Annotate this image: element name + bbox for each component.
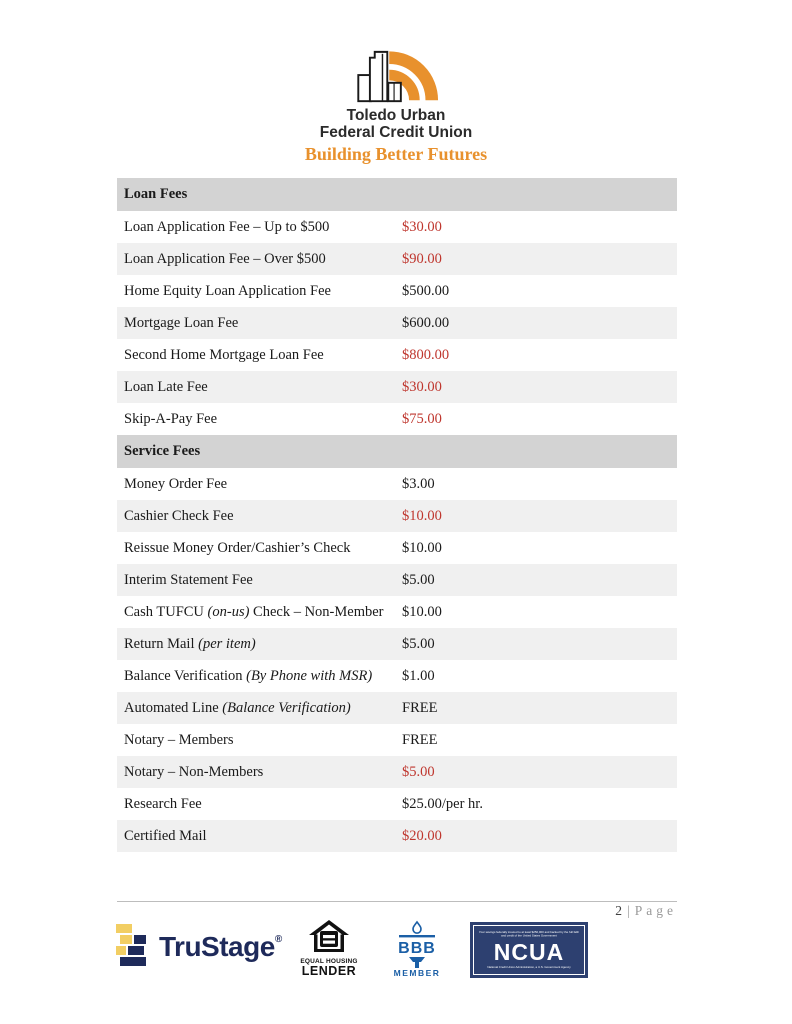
footer-logos-row <box>0 918 792 990</box>
fee-value: FREE <box>402 699 438 716</box>
fee-label-text: Notary – Members <box>124 731 234 748</box>
fee-label-text: Cash TUFCU <box>124 603 208 620</box>
logo-name-line1: Toledo Urban <box>346 107 446 124</box>
fee-label <box>124 411 217 428</box>
fee-label-text: Interim Statement Fee <box>124 571 253 588</box>
footer-divider <box>117 901 677 902</box>
ncua-acronym: NCUA <box>493 939 565 966</box>
fee-table <box>117 178 677 852</box>
fee-value: $10.00 <box>402 603 442 620</box>
fee-row <box>117 564 677 596</box>
ncua-insurance-text: Your savings federally insured to at least $250,000 and backed by the full faith and credit of the United States Government <box>478 930 580 938</box>
fee-value: $75.00 <box>402 410 442 427</box>
logo-tagline: Building Better Futures <box>304 144 488 165</box>
fee-row <box>117 820 677 852</box>
fee-label <box>124 668 372 685</box>
fee-value: $5.00 <box>402 635 435 652</box>
trustage-word-text: TruStage <box>159 931 275 962</box>
equal-housing-house-icon <box>309 920 349 952</box>
fee-label <box>124 315 238 332</box>
page-number-value: 2 <box>615 903 623 918</box>
fee-label <box>124 796 202 813</box>
fee-value: $1.00 <box>402 667 435 684</box>
fee-label <box>124 636 256 653</box>
fee-value: $600.00 <box>402 314 450 331</box>
section-header: Service Fees <box>117 435 677 468</box>
registered-mark: ® <box>274 934 282 945</box>
fee-row <box>117 788 677 820</box>
fee-value: $10.00 <box>402 507 442 524</box>
fee-label <box>124 604 384 621</box>
fee-value: $30.00 <box>402 218 442 235</box>
fee-label <box>124 540 350 557</box>
fee-value: $20.00 <box>402 827 442 844</box>
ncua-inner-panel <box>473 925 585 975</box>
fee-row <box>117 339 677 371</box>
fee-label <box>124 379 208 396</box>
bbb-torch-icon <box>391 920 443 978</box>
fee-label-text: Reissue Money Order/Cashier’s Check <box>124 539 351 556</box>
trustage-logo <box>112 924 282 970</box>
trustage-wordmark <box>159 931 282 963</box>
page-number-word: Page <box>634 903 677 918</box>
fee-label <box>124 700 351 717</box>
fee-value: $3.00 <box>402 475 435 492</box>
fee-value: $25.00/per hr. <box>402 795 483 812</box>
fee-label-text: Cashier Check Fee <box>124 507 234 524</box>
fee-row <box>117 371 677 403</box>
fee-label <box>124 828 207 845</box>
fee-value: $5.00 <box>402 763 435 780</box>
fee-label-note: (Balance Verification) <box>222 699 351 716</box>
fee-label <box>124 219 329 236</box>
fee-value: $500.00 <box>402 282 450 299</box>
fee-label-note: (on-us) <box>207 603 250 620</box>
fee-row <box>117 532 677 564</box>
ncua-agency-text: National Credit Union Administration, a U.S. Government Agency <box>487 966 571 970</box>
logo-name-line2: Federal Credit Union <box>319 123 473 141</box>
fee-label-text: Mortgage Loan Fee <box>124 314 239 331</box>
fee-label-text: Check – Non-Member <box>249 603 384 620</box>
ncua-logo <box>470 922 588 978</box>
fee-row <box>117 660 677 692</box>
fee-row <box>117 211 677 243</box>
lender-label: LENDER <box>301 964 357 978</box>
fee-label-text: Money Order Fee <box>124 475 228 492</box>
fee-value: $90.00 <box>402 250 442 267</box>
fee-row <box>117 628 677 660</box>
fee-label <box>124 347 324 364</box>
fee-value: $800.00 <box>402 346 450 363</box>
city-buildings-with-orange-arcs-icon <box>341 48 451 106</box>
fee-label-text: Home Equity Loan Application Fee <box>124 282 331 299</box>
fee-row <box>117 500 677 532</box>
fee-label-text: Skip-A-Pay Fee <box>124 410 218 427</box>
fee-label-text: Loan Application Fee – Up to $500 <box>124 218 330 235</box>
bbb-member-logo <box>388 920 446 983</box>
fee-label-text: Return Mail <box>124 635 199 652</box>
fee-row <box>117 243 677 275</box>
equal-housing-lender-logo <box>298 920 360 978</box>
fee-label-text: Research Fee <box>124 795 202 812</box>
fee-label-text: Notary – Non-Members <box>124 763 264 780</box>
fee-label-text: Automated Line <box>124 699 223 716</box>
fee-label <box>124 476 227 493</box>
stair-blocks-icon <box>112 924 150 970</box>
credit-union-logo <box>0 48 792 165</box>
fee-row <box>117 275 677 307</box>
fee-label <box>124 732 234 749</box>
fee-label-note: (By Phone with MSR) <box>246 667 373 684</box>
bbb-member-label: MEMBER <box>393 968 441 978</box>
svg-text:BBB: BBB <box>398 940 436 957</box>
equal-housing-label: EQUAL HOUSING <box>300 958 358 965</box>
fee-label-text: Loan Late Fee <box>124 378 208 395</box>
section-header: Loan Fees <box>117 178 677 211</box>
fee-row <box>117 468 677 500</box>
fee-value: $30.00 <box>402 378 442 395</box>
page-number <box>615 903 677 919</box>
fee-label <box>124 283 331 300</box>
fee-row <box>117 596 677 628</box>
fee-label <box>124 508 234 525</box>
fee-value: FREE <box>402 731 438 748</box>
fee-label-text: Certified Mail <box>124 827 207 844</box>
fee-row <box>117 403 677 435</box>
fee-value: $5.00 <box>402 571 435 588</box>
fee-label <box>124 572 253 589</box>
fee-row <box>117 307 677 339</box>
fee-label <box>124 764 263 781</box>
fee-label-text: Loan Application Fee – Over $500 <box>124 250 326 267</box>
fee-row <box>117 756 677 788</box>
fee-label-text: Second Home Mortgage Loan Fee <box>124 346 324 363</box>
fee-row <box>117 724 677 756</box>
fee-label-note: (per item) <box>198 635 256 652</box>
fee-value: $10.00 <box>402 539 442 556</box>
fee-label-text: Balance Verification <box>124 667 247 684</box>
fee-label <box>124 251 326 268</box>
page-number-separator: | <box>627 903 630 918</box>
fee-row <box>117 692 677 724</box>
